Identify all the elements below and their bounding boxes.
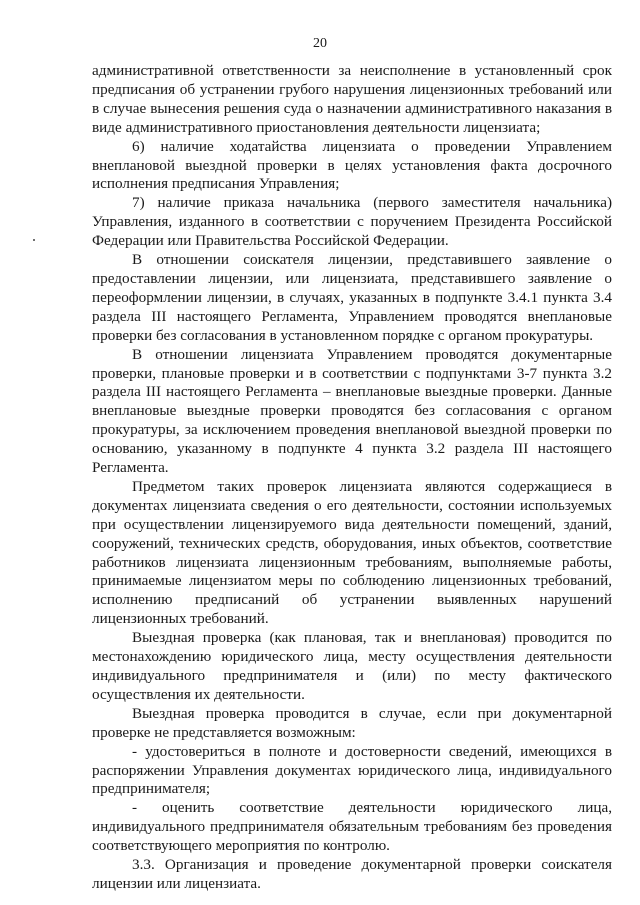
paragraph: В отношении лицензиата Управлением проводятся документарные проверки, плановые проверки и в соответствии с подпунктами 3-7 пункта 3.2 раздела III настоящего Регламента – внеплановые выездные проверки. Данные внеплановые выездные проверки проводятся без согласования с органом прокуратуры, за исключением проведения внеплановой выездной проверки по основанию, указанному в подпункте 4 пункта 3.2 раздела III настоящего Регламента. xyxy=(92,345,612,477)
document-body xyxy=(92,62,612,894)
paragraph: Предметом таких проверок лицензиата являются содержащиеся в документах лицензиата сведения о его деятельности, состоянии используемых при осуществлении лицензируемого вида деятельности помещений, зданий, сооружений, технических средств, оборудования, иных объектов, соответствие работников лицензиата лицензионным требованиям, выполняемые работы, принимаемые лицензиатом меры по соблюдению лицензионных требований, исполнению предписаний об устранении выявленных нарушений лицензионных требований. xyxy=(92,477,612,628)
page-number: 20 xyxy=(313,36,327,51)
list-item: - удостовериться в полноте и достоверности сведений, имеющихся в распоряжении Управления документах юридического лица, индивидуального предпринимателя; xyxy=(92,742,612,798)
paragraph: Выездная проверка проводится в случае, если при документарной проверке не представляется возможным: xyxy=(92,704,612,741)
paragraph: Выездная проверка (как плановая, так и внеплановая) проводится по местонахождению юридического лица, месту осуществления деятельности индивидуального предпринимателя и (или) по месту фактического осуществления их деятельности. xyxy=(92,629,612,703)
scan-speck xyxy=(33,239,35,241)
paragraph: 7) наличие приказа начальника (первого заместителя начальника) Управления, изданного в соответствии с поручением Президента Российской Федерации или Правительства Российской Федерации. xyxy=(92,194,612,250)
paragraph: 6) наличие ходатайства лицензиата о проведении Управлением внеплановой выездной проверки в целях установления факта досрочного исполнения предписания Управления; xyxy=(92,137,612,193)
paragraph: административной ответственности за неисполнение в установленный срок предписания об устранении грубого нарушения лицензионных требований или в случае вынесения решения суда о назначении административного наказания в виде административного приостановления деятельности лицензиата; xyxy=(92,62,612,136)
list-item: - оценить соответствие деятельности юридического лица, индивидуального предпринимателя обязательным требованиям без проведения соответствующего мероприятия по контролю. xyxy=(92,799,612,855)
section-heading: 3.3. Организация и проведение документарной проверки соискателя лицензии или лицензиата. xyxy=(92,856,612,892)
paragraph: В отношении соискателя лицензии, представившего заявление о предоставлении лицензии, или лицензиата, представившего заявление о переоформлении лицензии, в случаях, указанных в подпункте 3.4.1 пункта 3.4 раздела III настоящего Регламента, Управлением проводятся внеплановые проверки без согласования в установленном порядке с органом прокуратуры. xyxy=(92,251,612,344)
